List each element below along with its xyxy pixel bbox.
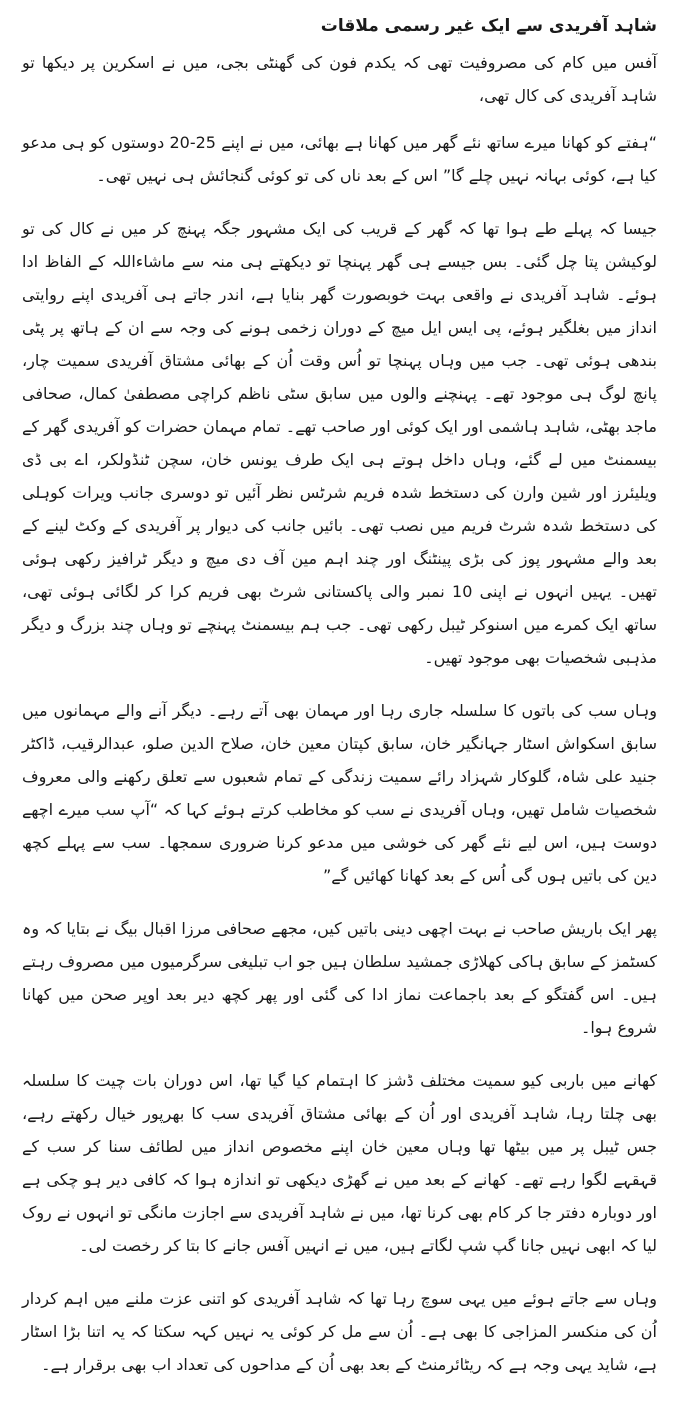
paragraph-religious-talk: پھر ایک باریش صاحب نے بہت اچھی دینی باتیں کیں، مجھے صحافی مرزا اقبال بیگ نے بتایا کہ وہ کسٹمز کے سابق ہاکی کھلاڑی جمشید سلطان ہیں جو اب تبلیغی سرگرمیوں میں مصروف رہتے ہیں۔ اس گفتگو کے بعد باجماعت نماز ادا کی گئی اور پھر کچھ دیر بعد اوپر صحن میں کھانا شروع ہوا۔ [22, 919, 657, 1037]
paragraph-dinner: کھانے میں باربی کیو سمیت مختلف ڈشز کا اہتمام کیا گیا تھا، اس دوران بات چیت کا سلسلہ بھی چلتا رہا، شاہد آفریدی اور اُن کے بھائی مشتاق آفریدی سب کا بھرپور خیال رکھتے رہے، جس ٹیبل پر میں بیٹھا تھا وہاں معین خان اپنے مخصوص انداز میں لطائف سنا کر سب کے قہقہے لگوا رہے تھے۔ کھانے کے بعد میں نے گھڑی دیکھی تو اندازہ ہوا کہ کافی دیر ہو چکی ہے اور دوبارہ دفتر جا کر کام بھی کرنا تھا، میں نے شاہد آفریدی سے اجازت مانگی تو انہوں نے روک لیا کہ ابھی نہیں جانا گپ شپ لگاتے ہیں، میں نے انہیں آفس جانے کا بتا کر رخصت لی۔ [22, 1071, 657, 1255]
paragraph-conclusion: وہاں سے جاتے ہوئے میں یہی سوچ رہا تھا کہ شاہد آفریدی کو اتنی عزت ملنے میں اہم کردار اُن کی منکسر المزاجی کا بھی ہے۔ اُن سے مل کر کوئی یہ نہیں کہہ سکتا کہ یہ اتنا بڑا اسٹار ہے، شاید یہی وجہ ہے کہ ریٹائرمنٹ کے بعد بھی اُن کے مداحوں کی تعداد اب بھی برقرار ہے۔ [22, 1289, 657, 1374]
paragraph-arrival-basement: جیسا کہ پہلے طے ہوا تھا کہ گھر کے قریب کی ایک مشہور جگہ پہنچ کر میں نے کال کی تو لوکیشن پتا چل گئی۔ بس جیسے ہی گھر پہنچا تو دیکھتے ہی منہ سے ماشاءاللہ کے الفاظ ادا ہوئے۔ شاہد آفریدی نے واقعی بہت خوبصورت گھر بنایا ہے، اندر جاتے ہی آفریدی اپنے روایتی انداز میں بغلگیر ہوئے، پی ایس ایل میچ کے دوران زخمی ہونے کی وجہ سے ان کے ہاتھ پر پٹی بندھی ہوئی تھی۔ جب میں وہاں پہنچا تو اُس وقت اُن کے بھائی مشتاق آفریدی سمیت چار، پانچ لوگ ہی موجود تھے۔ پہنچنے والوں میں سابق سٹی ناظم کراچی مصطفیٰ کمال، صحافی ماجد بھٹی، شاہد ہاشمی اور ایک کوئی اور صاحب تھے۔ تمام مہمان حضرات کو آفریدی گھر کے بیسمنٹ میں لے گئے، وہاں داخل ہوتے ہی ایک طرف یونس خان، سچن ٹنڈولکر، اے بی ڈی ویلیئرز اور شین وارن کی دستخط شدہ فریم شرٹس نظر آئیں تو دوسری جانب ویرات کوہلی کی دستخط شدہ شرٹ فریم میں نصب تھی۔ بائیں جانب کی دیوار پر آفریدی کے وکٹ لینے کے بعد والے مشہور پوز کی بڑی پینٹنگ اور چند اہم مین آف دی میچ و دیگر ٹرافیز رکھی ہوئی تھیں۔ یہیں انہوں نے اپنی 10 نمبر والی پاکستانی شرٹ بھی فریم کرا کر لگائی ہوئی تھی، ساتھ ایک کمرے میں اسنوکر ٹیبل رکھی تھی۔ جب ہم بیسمنٹ پہنچے تو وہاں چند بزرگ و دیگر مذہبی شخصیات بھی موجود تھیں۔ [22, 219, 658, 667]
paragraph-guests: وہاں سب کی باتوں کا سلسلہ جاری رہا اور مہمان بھی آتے رہے۔ دیگر آنے والے مہمانوں میں سابق اسکواش اسٹار جہانگیر خان، سابق کپتان معین خان، صلاح الدین صلو، عبدالرقیب، ڈاکٹر جنید علی شاہ، گلوکار شہزاد رائے سمیت زندگی کے تمام شعبوں سے تعلق رکھنے والی معروف شخصیات شامل تھیں، وہاں آفریدی نے سب کو مخاطب کرتے ہوئے کہا کہ “آپ سب میرے اچھے دوست ہیں، اس لیے نئے گھر کی خوشی میں مدعو کرنا ضروری سمجھا۔ سب سے پہلے کچھ دین کی باتیں ہوں گی اُس کے بعد کھانا کھائیں گے” [22, 701, 657, 885]
article-title: شاہد آفریدی سے ایک غیر رسمی ملاقات [320, 16, 657, 36]
paragraph-invitation-quote: “ہفتے کو کھانا میرے ساتھ نئے گھر میں کھانا ہے بھائی، میں نے اپنے 25-20 دوستوں کو ہی مدعو کیا ہے، کوئی بہانہ نہیں چلے گا” اس کے بعد ناں کی تو کوئی گنجائش ہی نہیں تھی۔ [22, 133, 657, 185]
paragraph-phone-call: آفس میں کام کی مصروفیت تھی کہ یکدم فون کی گھنٹی بجی، میں نے اسکرین پر دیکھا تو شاہد آفریدی کی کال تھی، [22, 53, 657, 105]
